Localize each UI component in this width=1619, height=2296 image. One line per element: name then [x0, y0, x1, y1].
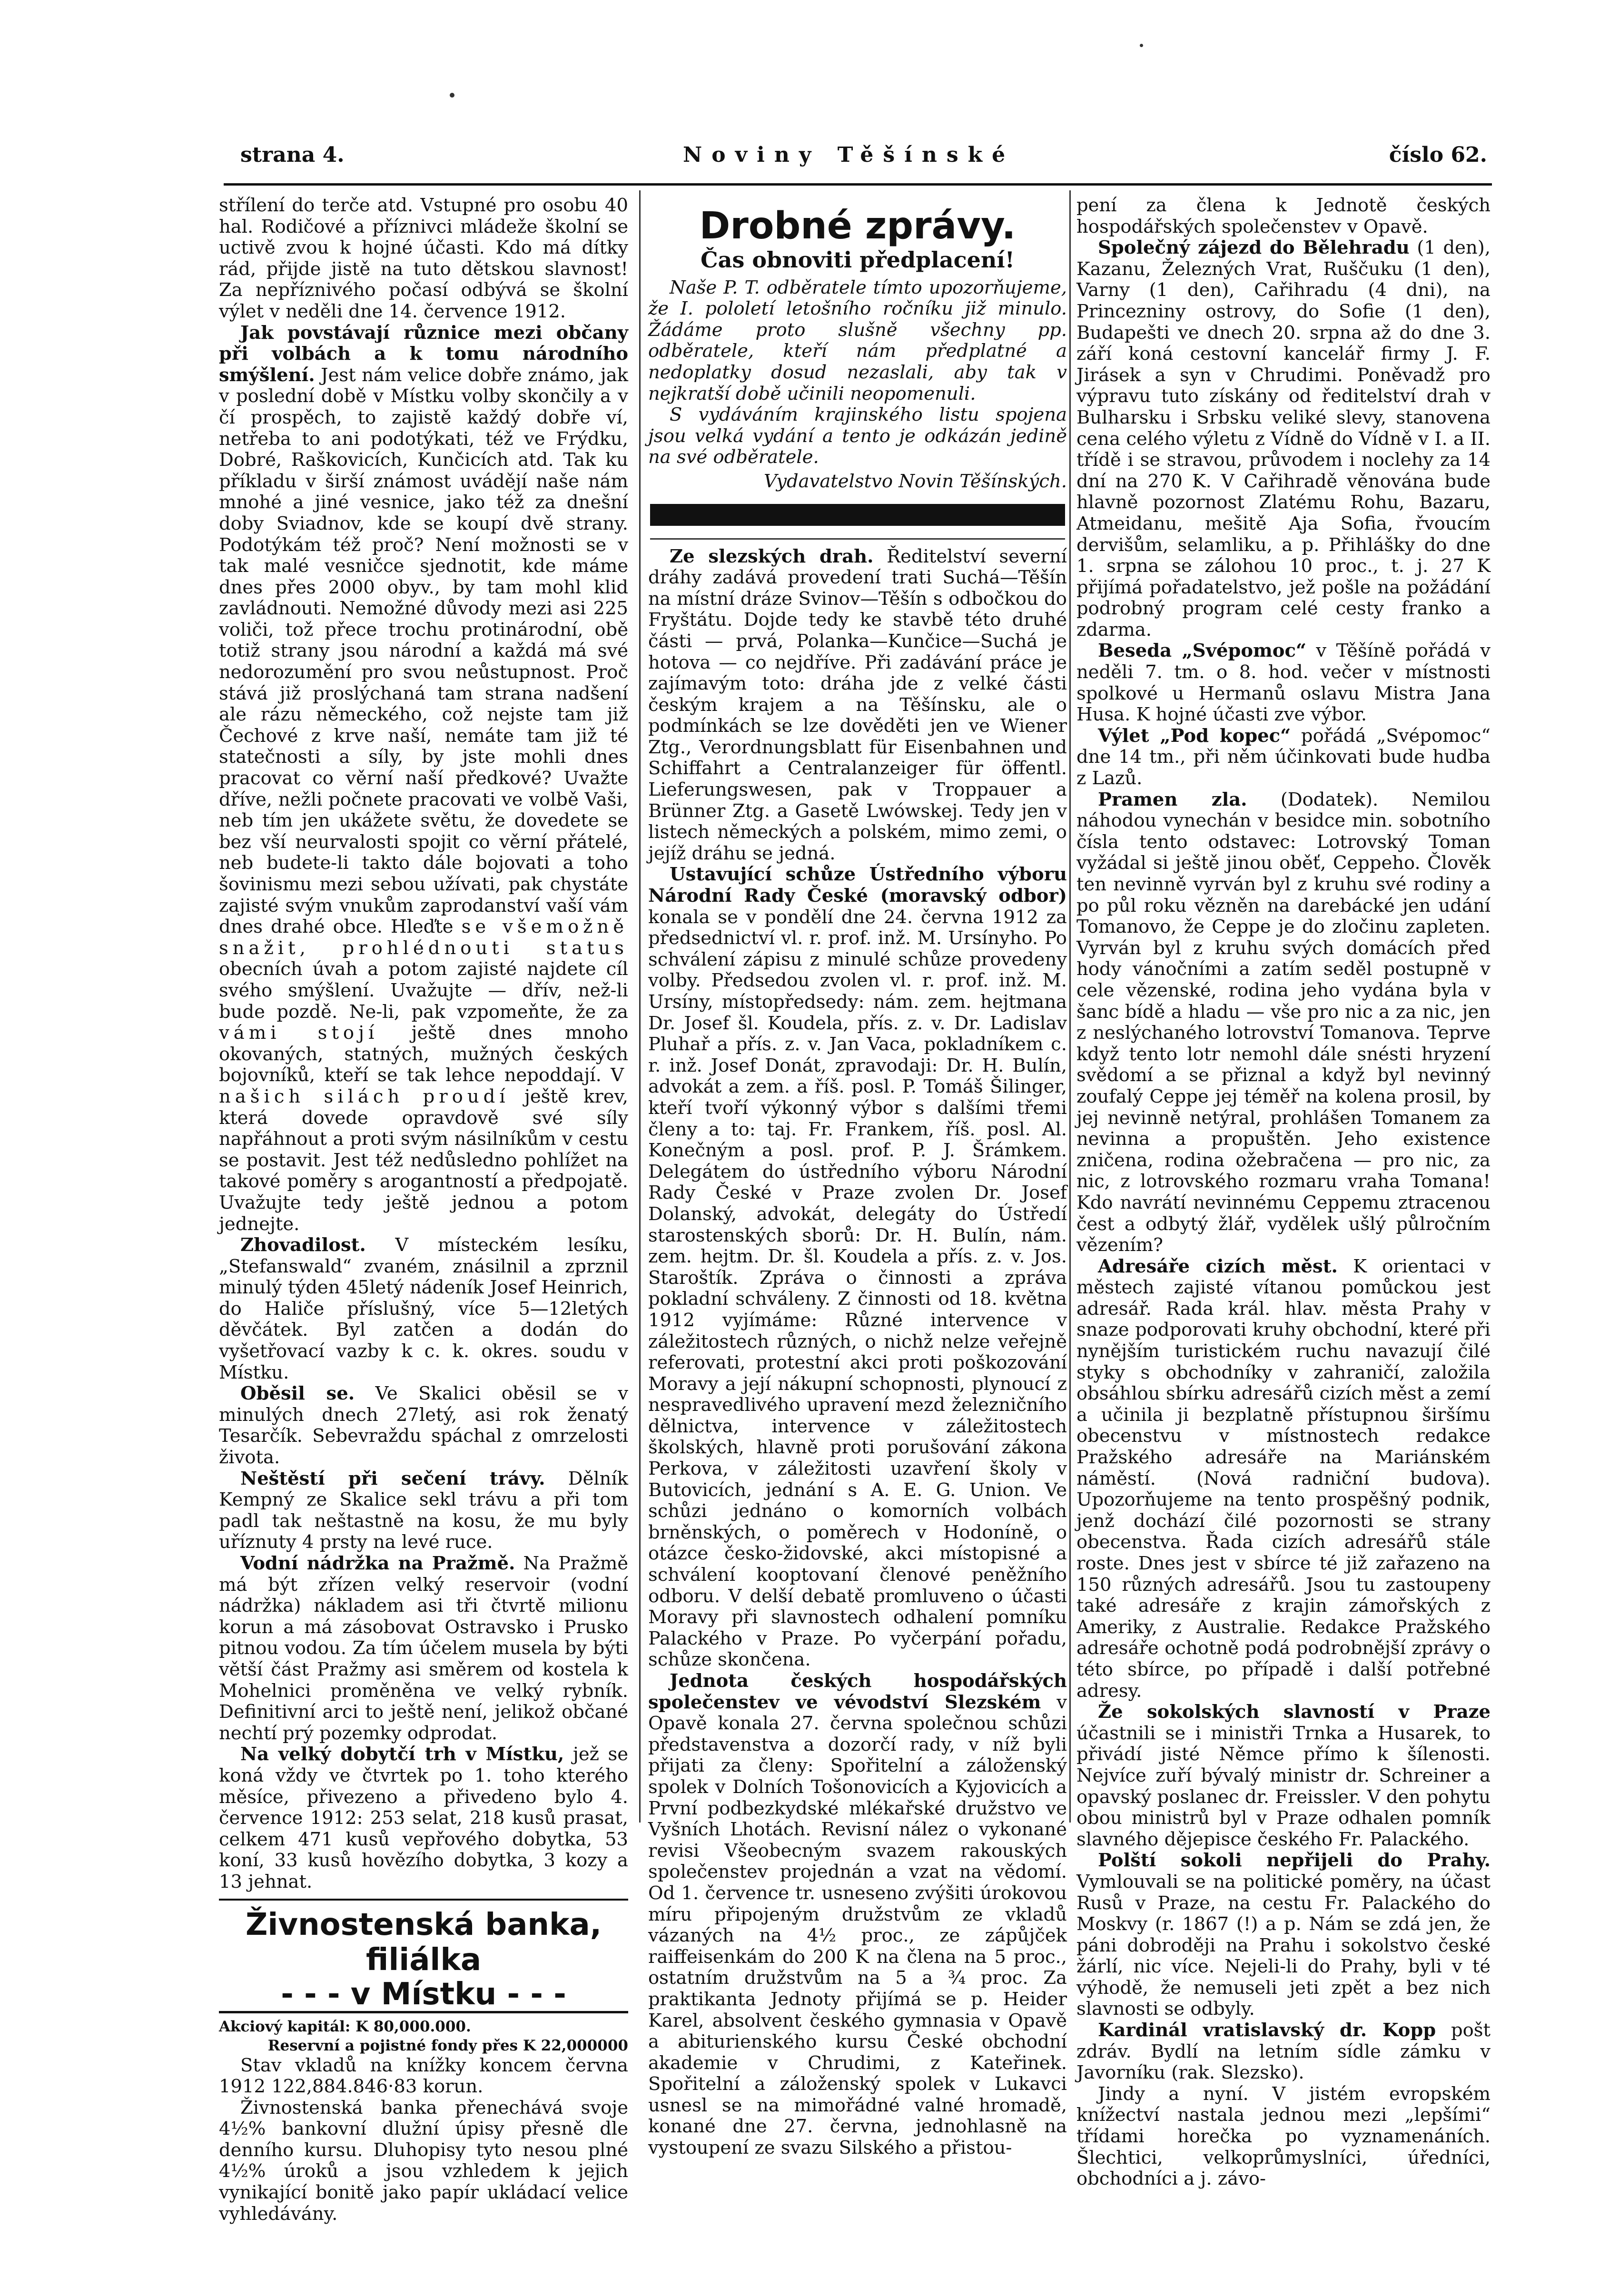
article-text: Vymlouvali se na politické poměry, na účast Rusů v Praze, na cestu Fr. Palackého do Moskvy (r. 1867 (!) a p. Nám se zdá jen, že páni dobroději na Prahu i sokolstvo české žárlí, nic více. Nejeli-li do Prahy, byli v té výhodě, že nemuseli jeti zpět a bez nich slavnosti se odbyly.	[1076, 1871, 1491, 2020]
article-text: v Těšíně pořádá v neděli 7. tm. o 8. hod. večer v místnosti spolkové u Hermanů oslavu Mistra Jana Husa. K hojné účasti zve výbor.	[1076, 640, 1491, 726]
article-text: účastnili se i ministři Trnka a Husarek, to přivádí jisté Němce přímo k šílenosti. Nejvíce zuří bývalý ministr dr. Schreiner a opavský poslanec dr. Freissler. V den pohytu obou ministrů byl v Praze odhalen pomník slavného dějepisce českého Fr. Palackého.	[1076, 1722, 1491, 1850]
print-speck	[450, 93, 454, 98]
article-text: v Opavě konala 27. června společnou schůzi představenstva a dozorčí rady, v níž byli přijati za členy: Spořitelní a záloženský spolek v Dolních Tošonovicích a Kyjovicích a První podbezkydské mlékařské družstvo ve Vyšních Lhotách. Revisní nález o vykonané revisi Všeobecným svazem rakouských společenstev projednán a vzat na vědomí. Od 1. července tr. usneseno zvýšiti úrokovou míru připojeným družstvům ze vkladů vázaných na 4½ proc., ze zápůjček raiffeisenkám do 200 K na člena na 5 proc., ostatním družstvům na 5 a ¾ proc. Za praktikanta Jednoty přijímá se p. Heider Karel, absolvent českého gymnasia v Opavě a abiturienského kursu České obchodní akademie v Chrudimi, z Kateřinek. Spořitelní a záloženský spolek v Lukavci usnesl se na mimořádné valné hromadě, konané dne 27. června, jednohlasně na vystoupení ze svazu Silského a přistou-	[648, 1691, 1067, 2159]
section-title: Drobné zprávy.	[699, 205, 1016, 247]
article-heading: Pramen zla.	[1098, 788, 1247, 810]
header-rule	[224, 183, 1492, 186]
article-source-of-evil	[1076, 789, 1491, 1256]
ad-reserve: Reservní a pojistné fondy přes K 22,000000	[267, 2037, 628, 2054]
article-text: obecních úvah a potom zajisté najdete cíl svého smýšlení. Uvažujte — dřív, než-li bude pozdě. Ne-li, pak vzpomeňte, že za	[219, 958, 628, 1023]
article-trip	[1076, 237, 1491, 641]
article-heading: Jak povstávají různice mezi občany při volbách a k tomu národního smýšlení.	[219, 322, 628, 386]
ad-subtitle: - - - v Místku - - -	[219, 1978, 628, 2013]
black-divider-bar	[650, 504, 1065, 526]
page-header	[240, 143, 1487, 181]
notice-heading: Čas obnoviti předplacení!	[701, 247, 1015, 273]
article-cardinal	[1076, 2020, 1491, 2084]
spaced-text: V našich silách proudí	[219, 1064, 628, 1107]
page-number: strana 4.	[240, 143, 345, 167]
spaced-text: vámi stojí	[219, 1022, 379, 1044]
article-heading: Jednota českých hospodářských společenstev ve vévodství Slezském	[648, 1670, 1067, 1713]
column-1	[219, 195, 628, 2225]
column-3	[1076, 195, 1491, 2190]
article-then-and-now: Jindy a nyní. V jistém evropském knížectví nastala jednou mezi „lepšími“ třídami horečka po vyznamenáních. Šlechtici, velkoprůmyslníci, úředníci, obchodníci a j. závo-	[1076, 2083, 1491, 2190]
notice-paragraph: Naše P. T. odběratele tímto upozorňujeme, že I. pololetí letošního ročníku již minulo. Žádáme proto slušně všechny pp. odběratele, kteří nám předplatné a nedoplatky dosud nezaslali, aby tak v nejkratší době učinili neopomenuli.	[648, 276, 1067, 404]
article-polish-sokol	[1076, 1850, 1491, 2020]
article-heading: Polští sokoli nepřijeli do Prahy.	[1098, 1850, 1491, 1872]
article-heading: Zhovadilost.	[240, 1234, 366, 1256]
ad-capital: Akciový kapitál: K 80,000.000.	[219, 2018, 471, 2035]
article-heading: Výlet „Pod kopec“	[1098, 725, 1291, 747]
article-heading: Ustavující schůze Ústředního výboru Národní Rady České (moravský odbor)	[648, 864, 1067, 907]
spaced-text: se všemožně snažit, prohlédnouti status	[219, 916, 629, 959]
article-text: ještě krev, která dovede opravdově své síly napřáhnout a proti svým násilníkům v cestu se postavit. Jest též nedůsledno pohlížet na takové poměry s arogantností a předpojatě. Uvažujte tedy ještě jednou a potom jednejte.	[219, 1085, 628, 1235]
ad-paragraph: Živnostenská banka přenechává svoje 4½% bankovní dlužní úpisy přesně dle denního kursu. Dluhopisy tyto nesou plné 4½% úroků a jsou vzhledem k jejich vynikající bonitě jako papír ukládací velice vyhledávány.	[219, 2097, 628, 2225]
article-union	[648, 1671, 1067, 2159]
article-text: pořádá „Svépomoc“ dne 14 tm., při něm účinkovati bude hudba z Lazů.	[1076, 725, 1491, 789]
article-sokol	[1076, 1702, 1491, 1850]
article-crime	[219, 1235, 628, 1383]
article-text: ještě dnes mnoho okovaných, statných, mužných českých bojovníků, kteří se tak lehce nepoddají.	[219, 1022, 628, 1086]
article-text: Jest nám velice dobře známo, jak v poslední době v Místku volby skončily a v čí prospěch, to zajistě každý dobře ví, netřeba to ani podotýkati, též ve Frýdku, Dobré, Raškovicích, Kunčicích atd. Tak ku příkladu v širší známost uvádějí naše nám mnohé a jiné vesnice, jako též za dnešní doby Sviadnov, kde se koupí dvě strany. Podotýkám též proč? Není možnosti se v tak malé vesničce sjednotit, kde máme dnes přes 2000 obyv., by tam mohl klid zavládnouti. Nemožné důvody mezi asi 225 voliči, tož přece trochu protinárodní, obě totiž strany jsou národní a každá má své nedorozumění pro svou neůstupnost. Proč stává již proslýchaná tam strana nadšení ale rázu německého, což nejste tam již Čechové z krve naší, nemáte tam již té statečnosti a síly, by jste mohli dnes pracovat co věrní naší předkové? Uvažte dříve, nežli počnete pracovati ve volbě Vaši, neb tím jen ukážete světu, že dovedete se bez vší neurvalosti spojit co věrní přátelé, neb budete-li takto dále bojovati a toho šovinismu mezi sebou užívati, pak chystáte zajisté svým vnukům zaprodanství vaší vám dnes drahé obce. Hleďte	[219, 364, 628, 938]
article-heading: Že sokolských slavností v Praze	[1098, 1701, 1491, 1723]
article-heading: Adresáře cizích měst.	[1098, 1255, 1338, 1277]
bank-advertisement	[219, 1899, 628, 2225]
article-text: K orientaci v městech zajisté vítanou pomůckou jest adresář. Rada král. hlav. města Prahy v snaze podporovati kruhy obchodní, které při nynějším turistickém ruchu navazují čilé styky s obchodníky v zahraničí, založila obsáhlou sbírku adresářů cizích měst a zemí a učinila ji bezplatně přístupnou širšímu obecenstvu v místnostech redakce Pražského adresáře na Mariánském náměstí. (Nová radniční budova). Upozorňujeme na tento prospěšný podnik, jenž dochází čilé pozornosti se strany obecenstva. Řada cizích adresářů stále roste. Dnes jest v sbírce té již zařazeno na 150 různých adresářů. Jsou tu zastoupeny také adresáře z krajin zámořských z Ameriky, z Australie. Redakce Pražského adresáře ochotně podá podrobnější zprávy o této sbírce, po případě i další potřebné adresy.	[1076, 1255, 1491, 1702]
article-excursion	[1076, 726, 1491, 789]
article-market	[219, 1744, 628, 1892]
thin-divider	[650, 538, 1065, 540]
article-text: konala se v pondělí dne 24. června 1912 za předsednictví vl. r. prof. inž. M. Ursínyho. Po schválení zápisu z minulé schůze provedeny volby. Předsedou zvolen vl. r. prof. inž. M. Ursíny, místopředsedy: nám. zem. hejtmana Dr. Josef šl. Koudela, přís. z. v. Dr. Ladislav Pluhař a přís. z. v. Jan Vaca, pokladníkem c. r. inž. Josef Donát, zpravodaji: Dr. H. Bulín, advokát a zem. a říš. posl. P. Tomáš Šilinger, kteří tvoří výkonný výbor s dalšími třemi členy a to: taj. Fr. Frankem, říš. posl. Al. Konečným a posl. prof. P. J. Šrámkem. Delegátem do ústředního výboru Národní Rady České v Praze zvolen Dr. Josef Dolanský, advokát, delegáty do Ústředí starostenských sborů: Dr. H. Bulín, nám. zem. hejtm. Dr. šl. Koudela a přís. z. v. Jos. Staroštík. Zpráva o činnosti a zpráva pokladní schváleny. Z činnosti od 18. května 1912 vyjímáme: Různé intervence v záležitostech různých, o nichž nelze veřejně referovati, protestní akci proti poškozování Moravy a její nákupní schopnosti, plynoucí z nespravedlivého upravení mezd železničního dělnictva, intervence v záležitostech školských, hlavně proti porušování zákona Perkova, v záležitosti uzavření školy v Butovicích, jednání s A. E. G. Union. Ve schůzi jednáno o komorních volbách brněnských, o poměrech v Hodoníně, o otázce česko-židovské, akci místopisné a schválení kooptovaní členové peněžního odboru. V delší debatě promluveno o účasti Moravy při slavnostech odhalení pomníku Palackého v Praze. Po vyčerpání pořadu, schůze skončena.	[648, 906, 1067, 1671]
article-text: Ve Skalici oběsil se v minulých dnech 27letý, asi rok ženatý Tesarčík. Sebevraždu spáchal z omrzelosti života.	[219, 1383, 629, 1468]
article-heading: Oběsil se.	[240, 1383, 355, 1405]
article-heading: Kardinál vratislavský dr. Kopp	[1098, 2020, 1436, 2041]
article-heading: Beseda „Svépomoc“	[1098, 640, 1307, 662]
article-heading: Neštěstí při sečení trávy.	[240, 1468, 545, 1489]
ad-paragraph: Stav vkladů na knížky koncem června 1912 122,884.846·83 korun.	[219, 2054, 628, 2098]
article-heading: Ze slezských drah.	[670, 545, 874, 567]
article-reservoir	[219, 1553, 628, 1744]
article-directories	[1076, 1256, 1491, 1702]
article-text: (Dodatek). Nemilou náhodou vynechán v besidce min. sobotního čísla tento odstavec: Lotrovský Toman vyžádal si ještě jinou oběť, Ceppeho. Člověk ten nevinně vyrván byl z kruhu své rodiny a po půl roku vězněn na darebácké jen udání Tomanovo, že Ceppe je do zločinu zapleten. Vyrván byl z kruhu svých domácích před hody vánočními a zatím seděl postupně v cele vězenské, rodina jeho vydána byla v šanc bídě a hladu — vše pro nic a za nic, jen z neslýchaného lotrovství Tomanova. Teprve když tento lotr nemohl dále snésti hryzení svědomí a se přiznal a když byl nevinný zoufalý Ceppe jej téměř na kolena prosil, by jej nevinně netýral, prohlášen Tomanem za nevinna a propuštěn. Jeho existence zničena, rodina ožebračena — pro nic, za nic, z lotrovského rozmaru vraha Tomana! Kdo navrátí nevinnému Ceppemu ztracenou čest a odbytý žlář, vydělek ušlý půlročním vězením?	[1076, 788, 1491, 1256]
article-paragraph: střílení do terče atd. Vstupné pro osobu 40 hal. Rodičové a příznivci mládeže školní se uctivě zvou k hojné účasti. Kdo má dítky rád, přijde jistě na tuto dětskou slavnost! Za nepříznivého počasí odbývá se školní výlet v neděli dne 14. července 1912.	[219, 195, 628, 322]
column-2	[648, 195, 1067, 2159]
subscription-notice	[648, 277, 1067, 493]
article-heading: Společný zájezd do Bělehradu	[1098, 237, 1410, 259]
column-divider-1	[639, 190, 641, 1823]
article-text: jež se koná vždy ve čtvrtek po 1. toho kterého měsíce, přivezeno a přivedeno bylo 4. července 1912: 253 selat, 218 kusů prasat, celkem 471 kusů vepřového dobytka, 53 koní, 33 kusů hovězího dobytka, 3 kozy a 13 jehnat.	[219, 1744, 629, 1892]
article-accident	[219, 1468, 628, 1553]
article-paragraph: pení za člena k Jednotě českých hospodářských společenstev v Opavě.	[1076, 195, 1491, 237]
article-text: pošt zdráv. Bydlí na letním sídle zámku v Javorníku (rak. Slezsko).	[1076, 2020, 1491, 2084]
column-divider-2	[1069, 190, 1071, 1823]
article-beseda	[1076, 641, 1491, 725]
article-text: (1 den), Kazanu, Železných Vrat, Ruščuku (1 den), Varny (1 den), Cařihradu (4 dni), na Princezniny ostrovy, do Sofie (1 den), Budapešti ve dnech 20. srpna až do dne 3. září koná cestovní kancelář firmy J. F. Jirásek a syn v Chrudimi. Poněvadž pro výpravu tuto získány od ředitelství drah v Bulharsku i Srbsku veliké slevy, stanovena cena celého výletu z Vídně do Vídně v I. a II. třídě i se stravou, průvodem i noclehy za 14 dní na 270 K. V Cařihradě věnována bude hlavně pozornost Zlatému Rohu, Bazaru, Atmeidanu, mešitě Aja Sofia, řvoucím dervišům, selamliku, a p. Přihlášky do dne 1. srpna se zálohou 10 proc., t. j. 27 K přijímá pořadatelstvo, jež pošle na požádání podrobný program celé cesty franko a zdarma.	[1076, 237, 1491, 641]
notice-signature: Vydavatelstvo Novin Těšínských.	[764, 470, 1067, 492]
article-text: Ředitelství severní dráhy zadává provedení trati Suchá—Těšín na místní dráze Svinov—Těšín s odbočkou do Fryštátu. Dojde tedy ke stavbě této druhé části — prvá, Polanka—Kunčice—Suchá je hotova — co nejdříve. Při zadávání práce je zajímavým toto: dráha jde z velké části českým krajem a na Těšínsku, ale o podmínkách se lze dověděti jen ve Wiener Ztg., Verordnungsblatt für Eisenbahnen und Schiffahrt a Centralanzeiger für öffentl. Lieferungswesen, pak v Troppauer a Brünner Ztg. a Gasetě Lwówskej. Tedy jen v listech německých a polském, mimo zemi, o jejíž dráhu se jedná.	[648, 545, 1067, 864]
article-national-council	[648, 864, 1067, 1671]
article-heading: Na velký dobytčí trh v Místku,	[240, 1744, 564, 1765]
issue-number: číslo 62.	[1389, 143, 1487, 167]
notice-paragraph: S vydáváním krajinského listu spojena jsou velká vydání a tento je odkázán jedině na své odběratele.	[648, 404, 1067, 468]
article-railways	[648, 546, 1067, 865]
article-suicide	[219, 1383, 628, 1468]
article-text: Na Pražmě má být zřízen velký reservoir (vodní nádržka) nákladem asi tři čtvrtě milionu korun a má zásobovat Ostravsko i Prusko pitnou vodou. Za tím účelem musela by býti větší část Pražmy asi směrem od kostela k Mohelnici proměněna ve velký rybník. Definitivní arci to ještě není, jelikož občané nechtí prý pozemky odprodat.	[219, 1553, 628, 1744]
article-elections	[219, 323, 628, 1235]
article-text: V místeckém lesíku, „Stefanswald“ zvaném, znásilnil a zprznil minulý týden 45letý nádeník Josef Heinrich, do Haliče příslušný, více 5—12letých děvčátek. Byl zatčen a dodán do vyšetřovací vazby k c. k. okres. soudu v Místku.	[219, 1234, 628, 1383]
ad-title: Živnostenská banka, filiálka	[246, 1907, 602, 1978]
print-speck	[1140, 44, 1143, 47]
newspaper-title: Noviny Těšínské	[683, 143, 1015, 167]
article-heading: Vodní nádržka na Pražmě.	[240, 1553, 515, 1574]
article-text: Dělník Kempný ze Skalice sekl trávu a při tom padl tak neštastně na kosu, že mu byly uříznuty 4 prsty na levé ruce.	[219, 1468, 628, 1553]
